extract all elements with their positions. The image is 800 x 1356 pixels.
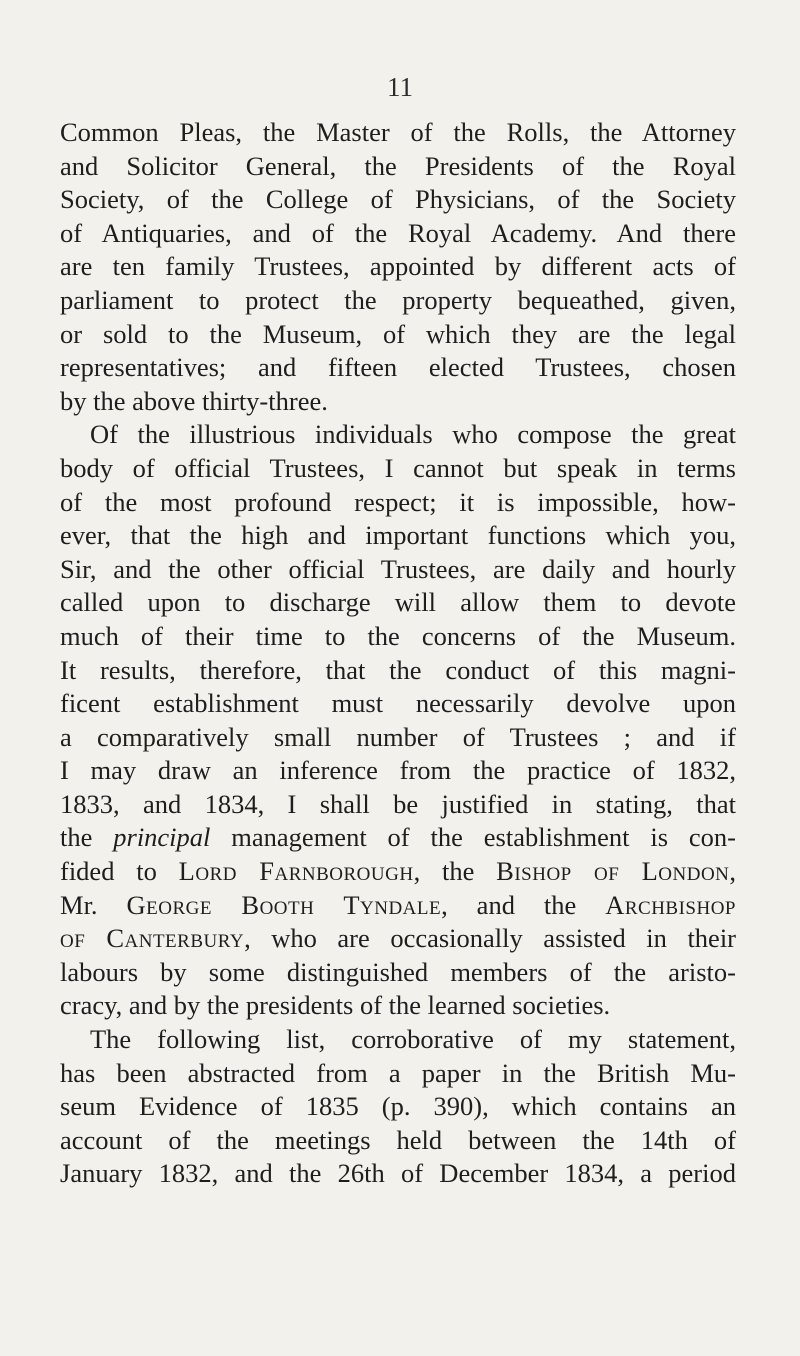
text-segment: Mr.	[60, 889, 127, 920]
text-line: cracy, and by the presidents of the learned societies.	[60, 990, 611, 1021]
text-line: labours by some distinguished members of the aristo-	[60, 956, 736, 987]
text-segment: the	[60, 822, 114, 853]
text-line: parliament to protect the property bequeathed, given,	[60, 284, 736, 315]
text-line: a comparatively small number of Trustees ; and if	[60, 721, 736, 752]
person-name: of Canterbury	[60, 923, 245, 954]
text-line: Sir, and the other official Trustees, are daily and hourly	[60, 553, 736, 584]
paragraph-3	[60, 1023, 736, 1191]
text-line: are ten family Trustees, appointed by different acts of	[60, 251, 736, 282]
text-line: has been abstracted from a paper in the British Mu-	[60, 1057, 736, 1088]
text-line: Common Pleas, the Master of the Rolls, the Attorney	[60, 117, 736, 147]
text-segment: , who are occasionally assisted in their	[244, 923, 737, 954]
text-line: I may draw an inference from the practice of 1832,	[60, 755, 736, 786]
text-line: January 1832, and the 26th of December 1834, a period	[60, 1158, 736, 1189]
text-line: 1833, and 1834, I shall be justified in stating, that	[60, 788, 736, 819]
text-line: by the above thirty-three.	[60, 385, 328, 416]
text-line: The following list, corroborative of my statement,	[90, 1024, 736, 1055]
text-line: of Antiquaries, and of the Royal Academy. And there	[60, 217, 736, 248]
body-text	[60, 116, 736, 1191]
text-line: It results, therefore, that the conduct of this magni-	[60, 654, 736, 685]
text-line: body of official Trustees, I cannot but speak in terms	[60, 452, 736, 483]
paragraph-2	[60, 418, 736, 1023]
text-line: ficent establishment must necessarily devolve upon	[60, 688, 736, 719]
text-line: ever, that the high and important functions which you,	[60, 520, 736, 551]
person-name: Archbishop	[605, 889, 736, 920]
text-line: Society, of the College of Physicians, of the Society	[60, 184, 736, 215]
text-line: or sold to the Museum, of which they are the legal	[60, 318, 736, 349]
text-line: Of the illustrious individuals who compose the great	[90, 419, 736, 450]
paragraph-1	[60, 116, 736, 418]
text-line	[60, 821, 736, 855]
text-line: representatives; and fifteen elected Trustees, chosen	[60, 352, 736, 383]
text-line: much of their time to the concerns of the Museum.	[60, 620, 736, 651]
text-line: and Solicitor General, the Presidents of the Royal	[60, 150, 736, 181]
text-segment: , and the	[441, 889, 606, 920]
text-line: account of the meetings held between the 14th of	[60, 1124, 736, 1155]
text-line	[60, 855, 736, 889]
text-segment: ,	[729, 856, 737, 887]
text-line	[60, 922, 736, 956]
text-line: called upon to discharge will allow them to devote	[60, 587, 736, 618]
text-segment: , the	[413, 856, 497, 887]
person-name: Bishop of London	[496, 856, 730, 887]
page-number: 11	[387, 72, 413, 102]
text-segment: management of the establishment is con-	[210, 822, 736, 853]
text-line	[60, 889, 736, 923]
person-name: Lord Farnborough	[178, 856, 414, 887]
person-name: George Booth Tyndale	[126, 889, 442, 920]
text-line: of the most profound respect; it is impossible, how-	[60, 486, 736, 517]
text-segment: fided to	[60, 856, 179, 887]
emphasis-text: principal	[113, 822, 211, 853]
text-line: seum Evidence of 1835 (p. 390), which contains an	[60, 1091, 736, 1122]
